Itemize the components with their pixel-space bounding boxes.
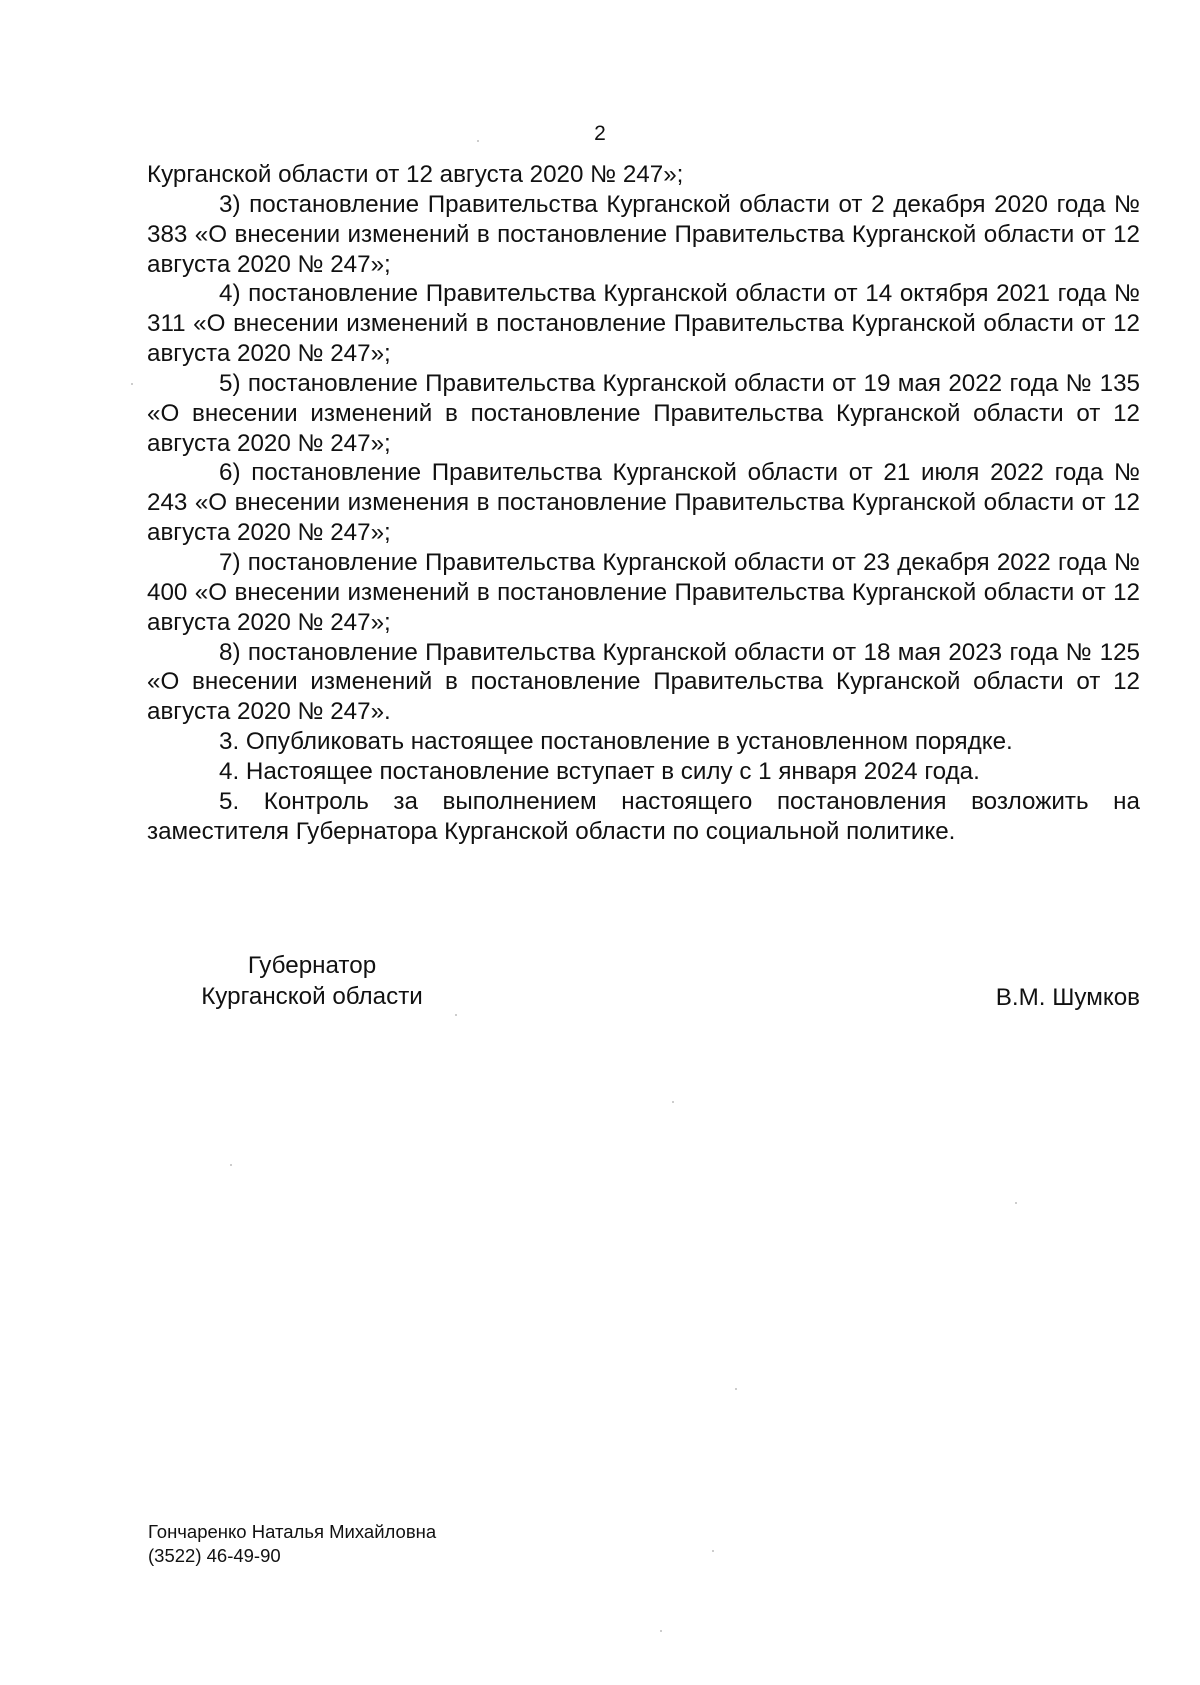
scan-speck: [455, 1014, 457, 1016]
clause-3: 3. Опубликовать настоящее постановление в установленном порядке.: [219, 728, 1013, 756]
scan-speck: [477, 140, 479, 142]
list-item-3: 3) постановление Правительства Курганской области от 2 декабря 2020 года № 383 «О внесении изменений в постановление Правительства Курганской области от 12 августа 2020 № 247»;: [147, 190, 1140, 278]
scan-speck: [735, 1388, 737, 1390]
signatory-title-line1: Губернатор: [247, 952, 377, 979]
list-item-7: 7) постановление Правительства Курганской области от 23 декабря 2022 года № 400 «О внесении изменений в постановление Правительства Курганской области от 12 августа 2020 № 247»;: [147, 548, 1140, 636]
scan-speck: [660, 1630, 662, 1632]
signatory-title: [152, 950, 472, 1012]
signatory-title-line2: Курганской области: [201, 983, 423, 1010]
list-item-6: 6) постановление Правительства Курганской области от 21 июля 2022 года № 243 «О внесении изменения в постановление Правительства Курганской области от 12 августа 2020 № 247»;: [147, 459, 1140, 547]
executor-block: [148, 1520, 436, 1568]
scan-speck: [1015, 1202, 1017, 1204]
list-item-8: 8) постановление Правительства Курганской области от 18 мая 2023 года № 125 «О внесении изменений в постановление Правительства Курганской области от 12 августа 2020 № 247».: [147, 638, 1140, 726]
page-number: 2: [594, 122, 606, 145]
clause-5: 5. Контроль за выполнением настоящего постановления возложить на заместителя Губернатора Курганской области по социальной политике.: [147, 787, 1140, 845]
list-item-5: 5) постановление Правительства Курганской области от 19 мая 2022 года № 135 «О внесении изменений в постановление Правительства Курганской области от 12 августа 2020 № 247»;: [147, 369, 1140, 457]
paragraph-continuation: Курганской области от 12 августа 2020 № 247»;: [147, 161, 684, 188]
list-item-4: 4) постановление Правительства Курганской области от 14 октября 2021 года № 311 «О внесении изменений в постановление Правительства Курганской области от 12 августа 2020 № 247»;: [147, 280, 1140, 368]
executor-phone: (3522) 46-49-90: [148, 1545, 281, 1566]
scan-speck: [672, 1101, 674, 1103]
document-body: [147, 160, 1140, 846]
scan-speck: [131, 383, 133, 385]
scan-speck: [712, 1550, 714, 1552]
signatory-name: В.М. Шумков: [995, 984, 1140, 1011]
executor-name: Гончаренко Наталья Михайловна: [148, 1521, 437, 1542]
clause-4: 4. Настоящее постановление вступает в силу с 1 января 2024 года.: [219, 757, 980, 785]
scan-speck: [230, 1164, 232, 1166]
